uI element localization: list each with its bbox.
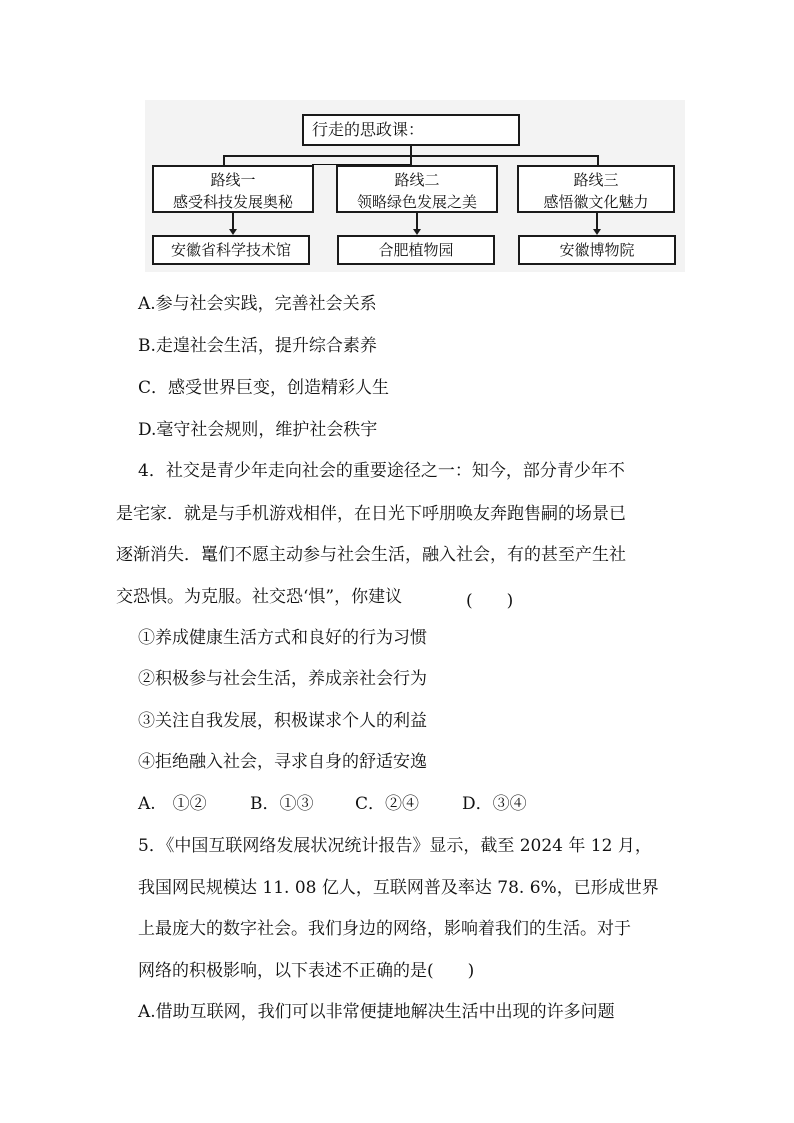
q4-choice-c: C．②④ [355, 794, 420, 814]
route-2-place: 合肥植物园 [337, 235, 495, 265]
route-diagram [0, 0, 794, 280]
route-1-place: 安徽省科学技术馆 [152, 235, 310, 265]
q4-item-2: ②积极参与社会生活，养成亲社会行为 [138, 669, 427, 689]
q4-stem-line-4: 交恐惧。为克服。社交恐‘惧”，你建议 [116, 587, 403, 607]
diagram-title: 行走的思政课： [312, 120, 425, 139]
q3-option-c: C．感受世界巨变，创造精彩人生 [138, 378, 390, 398]
q5-option-a: A.借助互联网，我们可以非常便捷地解决生活中出现的许多问题 [138, 1002, 615, 1022]
route-2-box [336, 165, 498, 213]
q5-stem-line-2: 我国网民规模达 11. 08 亿人，互联网普及率达 78. 6%，已形成世界 [138, 878, 659, 898]
route-3-place: 安徽博物院 [518, 235, 676, 265]
q3-option-b: B.走遑社会生活，提升综合素养 [138, 336, 377, 356]
q4-choice-b: B．①③ [250, 794, 314, 814]
q4-answer-paren: ( ) [466, 591, 514, 611]
q4-choice-a: A. ①② [138, 794, 207, 814]
q3-option-d: D.毫守社会规则，维护社会秩宇 [138, 420, 378, 440]
q4-item-1: ①养成健康生活方式和良好的行为习惯 [138, 628, 427, 648]
q4-choice-d: D．③④ [462, 794, 527, 814]
q4-stem-line-1: 4．社交是青少年走向社会的重要途径之一：知今，部分青少年不 [138, 461, 625, 481]
q5-stem-line-4: 网络的积极影响，以下表述不正确的是( ) [138, 961, 475, 981]
q3-option-a: A.参与社会实践，完善社会关系 [138, 294, 377, 314]
route-2-theme: 领略绿色发展之美 [356, 193, 477, 211]
diagram-title-box [302, 114, 520, 146]
q4-stem-line-2: 是宅家．就是与手机游戏相伴，在日光下呼朋唤友奔跑售嗣的场景已 [116, 504, 626, 524]
route-2-name: 路线二 [394, 171, 440, 189]
q4-stem-line-3: 逐渐消失．鼍们不愿主动参与社会生活，融入社会，有的甚至产生社 [116, 545, 626, 565]
route-1-theme: 感受科技发展奥秘 [172, 193, 293, 211]
q4-item-3: ③关注自我发展，积极谋求个人的利益 [138, 711, 427, 731]
q5-stem-line-3: 上最庞大的数字社会。我们身边的网络，影响着我们的生活。对于 [138, 919, 631, 939]
q5-stem-line-1: 5．《中国互联网络发展状况统计报告》显示，截至 2024 年 12 月， [138, 836, 652, 856]
route-1-name: 路线一 [210, 171, 256, 189]
route-3-box [517, 165, 675, 213]
route-3-name: 路线三 [573, 171, 619, 189]
route-3-theme: 感悟徽文化魅力 [543, 193, 649, 211]
q4-item-4: ④拒绝融入社会，寻求自身的舒适安逸 [138, 752, 427, 772]
route-1-box [152, 165, 314, 213]
